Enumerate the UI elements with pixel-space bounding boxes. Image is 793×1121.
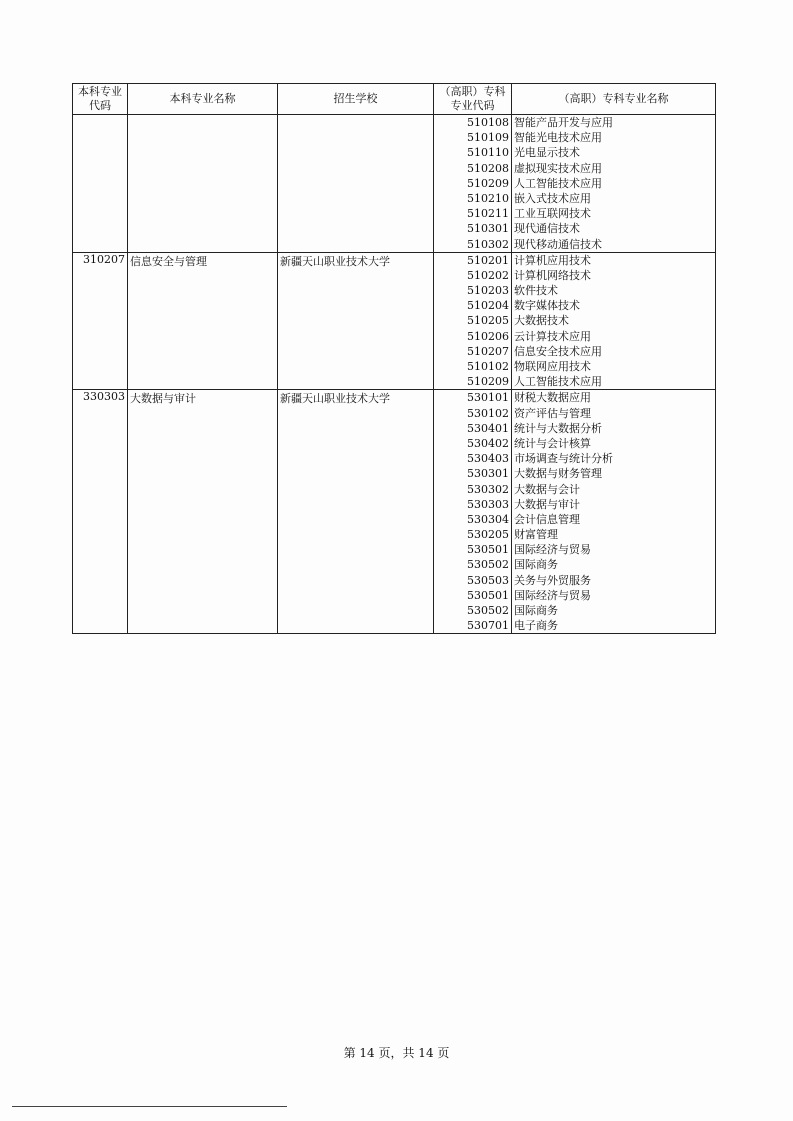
- table-body: [73, 115, 716, 634]
- vocational-name: 统计与大数据分析: [514, 421, 602, 435]
- school-cell: [278, 115, 434, 253]
- vocational-name: 大数据与财务管理: [514, 467, 602, 481]
- vocational-name: 国际商务: [514, 604, 558, 617]
- vocational-code: 510102: [467, 360, 509, 373]
- header-undergrad-code: 本科专业代码: [73, 84, 128, 115]
- header-vocational-code: （高职）专科专业代码: [434, 84, 512, 115]
- table-row: [73, 252, 716, 390]
- vocational-code-cell: [434, 390, 512, 634]
- vocational-name: 嵌入式技术应用: [514, 191, 591, 205]
- vocational-name: 虚拟现实技术应用: [514, 161, 602, 175]
- vocational-name: 物联网应用技术: [514, 360, 591, 373]
- vocational-name: 资产评估与管理: [514, 406, 591, 420]
- vocational-code: 510208: [467, 161, 509, 175]
- vocational-code: 510201: [467, 253, 509, 267]
- header-vocational-name: （高职）专科专业名称: [512, 84, 716, 115]
- vocational-name: 市场调查与统计分析: [514, 452, 613, 466]
- vocational-code: 510205: [467, 314, 509, 328]
- vocational-name: 国际经济与贸易: [514, 543, 591, 557]
- vocational-code-cell: [434, 115, 512, 253]
- vocational-code: 530403: [467, 452, 509, 466]
- page-number: 第 14 页，共 14 页: [343, 1046, 450, 1060]
- undergrad-name-cell: 大数据与审计: [128, 390, 278, 634]
- vocational-code: 510302: [467, 237, 509, 251]
- vocational-name: 人工智能技术应用: [514, 176, 602, 190]
- vocational-name: 人工智能技术应用: [514, 375, 602, 389]
- vocational-code: 510209: [467, 176, 509, 190]
- vocational-name: 关务与外贸服务: [514, 573, 591, 587]
- vocational-code: 510108: [467, 116, 509, 129]
- vocational-code: 510206: [467, 329, 509, 343]
- vocational-name: 现代通信技术: [514, 222, 580, 236]
- vocational-code: 530501: [467, 588, 509, 602]
- vocational-code: 510207: [467, 344, 509, 358]
- table-header-row: [73, 84, 716, 115]
- undergrad-code-cell: 310207: [73, 252, 128, 390]
- header-undergrad-name: 本科专业名称: [128, 84, 278, 115]
- vocational-name: 会计信息管理: [514, 512, 580, 526]
- undergrad-code-cell: [73, 115, 128, 253]
- vocational-name: 国际商务: [514, 558, 558, 572]
- vocational-name: 数字媒体技术: [514, 299, 580, 313]
- table-row: [73, 390, 716, 634]
- school-cell: 新疆天山职业技术大学: [278, 390, 434, 634]
- vocational-code: 530304: [467, 512, 509, 526]
- undergrad-code-cell: 330303: [73, 390, 128, 634]
- undergrad-name-cell: [128, 115, 278, 253]
- vocational-code: 510210: [467, 191, 509, 205]
- vocational-name: 大数据与审计: [514, 497, 580, 511]
- undergrad-name-cell: 信息安全与管理: [128, 252, 278, 390]
- school-cell: 新疆天山职业技术大学: [278, 252, 434, 390]
- vocational-code: 510211: [467, 207, 509, 221]
- vocational-name: 云计算技术应用: [514, 329, 591, 343]
- vocational-code-cell: [434, 252, 512, 390]
- vocational-code: 530502: [467, 558, 509, 572]
- vocational-code: 530502: [467, 604, 509, 617]
- vocational-code: 530301: [467, 467, 509, 481]
- vocational-name: 信息安全技术应用: [514, 344, 602, 358]
- vocational-name: 电子商务: [514, 619, 558, 633]
- vocational-name: 财富管理: [514, 528, 558, 542]
- vocational-name: 智能产品开发与应用: [514, 116, 613, 129]
- vocational-code: 530303: [467, 497, 509, 511]
- vocational-name-cell: [512, 390, 716, 634]
- vocational-name: 国际经济与贸易: [514, 588, 591, 602]
- table-row: [73, 115, 716, 253]
- vocational-name: 大数据技术: [514, 314, 569, 328]
- vocational-name: 工业互联网技术: [514, 207, 591, 221]
- vocational-code: 530501: [467, 543, 509, 557]
- vocational-name: 智能光电技术应用: [514, 131, 602, 145]
- vocational-name: 计算机应用技术: [514, 253, 591, 267]
- vocational-code: 530402: [467, 436, 509, 450]
- vocational-code: 510203: [467, 284, 509, 298]
- vocational-name: 现代移动通信技术: [514, 237, 602, 251]
- vocational-code: 530503: [467, 573, 509, 587]
- vocational-code: 510109: [467, 131, 509, 145]
- vocational-name-cell: [512, 252, 716, 390]
- header-school: 招生学校: [278, 84, 434, 115]
- vocational-name: 软件技术: [514, 284, 558, 298]
- vocational-code: 510202: [467, 268, 509, 282]
- vocational-code: 510110: [467, 146, 509, 160]
- vocational-code: 530102: [467, 406, 509, 420]
- vocational-name-cell: [512, 115, 716, 253]
- vocational-name: 大数据与会计: [514, 482, 580, 496]
- vocational-name: 光电显示技术: [514, 146, 580, 160]
- vocational-name: 统计与会计核算: [514, 436, 591, 450]
- vocational-name: 财税大数据应用: [514, 391, 591, 405]
- vocational-code: 510209: [467, 375, 509, 389]
- vocational-code: 510301: [467, 222, 509, 236]
- vocational-code: 530205: [467, 528, 509, 542]
- vocational-code: 530101: [467, 391, 509, 405]
- vocational-code: 530302: [467, 482, 509, 496]
- vocational-name: 计算机网络技术: [514, 268, 591, 282]
- vocational-code: 530401: [467, 421, 509, 435]
- bottom-rule: [12, 1106, 287, 1107]
- vocational-code: 510204: [467, 299, 509, 313]
- vocational-code: 530701: [467, 619, 509, 633]
- major-mapping-table: [72, 83, 716, 634]
